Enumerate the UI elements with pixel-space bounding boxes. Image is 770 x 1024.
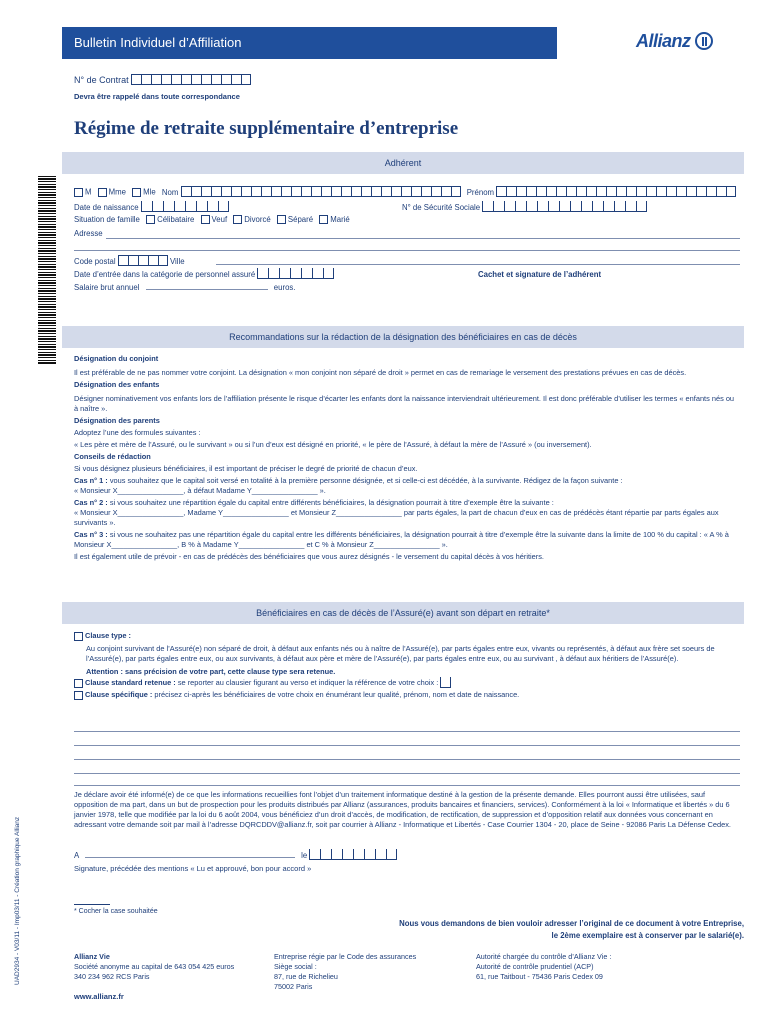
- footer-autorite: Autorité chargée du contrôle d’Allianz Vie :: [476, 952, 612, 961]
- reco-body: [74, 354, 740, 562]
- footnote-divider: [74, 904, 110, 905]
- reco-conjoint-heading: Désignation du conjoint: [74, 354, 159, 363]
- footer-acp-address: 61, rue Taitbout - 75436 Paris Cedex 09: [476, 972, 603, 981]
- date-entree-row: [74, 268, 334, 279]
- cachet-label: Cachet et signature de l’adhérent: [478, 270, 602, 279]
- naissance-row: [74, 201, 229, 212]
- prenom-label: Prénom: [466, 187, 495, 197]
- form-title-bar: [62, 27, 557, 59]
- salaire-input[interactable]: [146, 289, 268, 290]
- footer-acp: Autorité de contrôle prudentiel (ACP): [476, 962, 594, 971]
- contrat-label: N° de Contrat: [74, 75, 129, 85]
- allianz-logo: [636, 30, 713, 52]
- footnote: * Cocher la case souhaitée: [74, 908, 158, 915]
- celibataire-checkbox[interactable]: [146, 215, 155, 224]
- adherent-heading: Adhérent: [62, 152, 744, 174]
- situation-label: Situation de famille: [74, 215, 140, 224]
- cas-2: [74, 498, 740, 508]
- cas-3-label: Cas n° 3 :: [74, 530, 108, 539]
- clause-type-label: Clause type :: [85, 631, 132, 640]
- form-title: Bulletin Individuel d’Affiliation: [74, 35, 242, 50]
- mle-label: Mle: [143, 187, 156, 197]
- footer-rcs: 340 234 962 RCS Paris: [74, 972, 150, 981]
- beneficiary-line-4[interactable]: [74, 773, 740, 774]
- prenom-input[interactable]: [496, 186, 736, 197]
- adresse-line-2[interactable]: [74, 250, 740, 251]
- secu-input[interactable]: [482, 201, 647, 212]
- page-title: Régime de retraite supplémentaire d’entreprise: [74, 118, 459, 139]
- beneficiary-line-2[interactable]: [74, 745, 740, 746]
- reco-final-text: Il est également utile de prévoir - en cas de prédécès des bénéficiaires que vous aurez désignés - le versement du capital décès à vos héritiers.: [74, 552, 544, 561]
- footer-website-link[interactable]: www.allianz.fr: [74, 992, 124, 1001]
- footer-street: 87, rue de Richelieu: [274, 972, 338, 981]
- side-reference: UAD2934 - V03/11 - Imp03/11 - Création graphique Allianz: [14, 816, 21, 985]
- cas-3: [74, 530, 740, 550]
- m-label: M: [85, 187, 92, 197]
- clause-standard-checkbox[interactable]: [74, 679, 83, 688]
- beneficiary-line-5[interactable]: [74, 785, 740, 786]
- marie-label: Marié: [330, 215, 350, 224]
- date-entree-input[interactable]: [257, 268, 334, 279]
- reco-enfants-text: Désigner nominativement vos enfants lors de l’affiliation présente le risque d’écarter les enfants dont la naissance interviendrait ultérieurement. Il est donc préférable d’utiliser les termes « enfants nés ou à naître ».: [74, 394, 735, 413]
- celibataire-label: Célibataire: [157, 215, 195, 224]
- clause-standard-text: se reporter au clausier figurant au verso et indiquer la référence de votre choix :: [177, 678, 439, 687]
- veuf-label: Veuf: [211, 215, 228, 224]
- reco-parents-heading: Désignation des parents: [74, 416, 160, 425]
- clause-type-row: [74, 631, 740, 641]
- clause-type-text: Au conjoint survivant de l’Assuré(e) non séparé de droit, à défaut aux enfants nés ou à naître de l’Assuré(e), par parts égales entre eux, vivants ou représentés, à défaut aux frère set soeurs de l’Assuré(e), par parts égales entre eux, ou aux survivants, à défaut aux père et mère de l’Assuré(e), par parts égales entre eux, ou au survivant , à défaut aux héritiers de l’Assuré(e).: [86, 644, 715, 663]
- secu-label: N° de Sécurité Sociale: [402, 203, 481, 212]
- beneficiary-line-1[interactable]: [74, 731, 740, 732]
- clause-type-checkbox[interactable]: [74, 632, 83, 641]
- separe-label: Séparé: [287, 215, 314, 224]
- declaration-text: Je déclare avoir été informé(e) de ce que les informations recueillies font l’objet d’un traitement informatique destiné à la gestion de la présente demande. Elles pourront aussi être utilisées, sauf opposition de ma part, dans un but de prospection pour les produits distribués par Allianz (assurances, produits bancaires et financiers, services). Conformément à la loi « Informatique et libertés » du 6 janvier 1978, telle que modifiée par la loi du 6 août 2004, vous bénéficiez d’un droit d’accès, de modification, de rectification, de suppression et d’opposition relatif aux données vous concernant en adressant votre demande soit par mail à l’adresse DQRCDDV@allianz.fr, soit par courrier à Allianz - Informatique et Libertés - Case Courrier 1304 - 20, place de Seine - 92086 Paris La Défense Cedex.: [74, 790, 731, 829]
- lieu-input[interactable]: [85, 857, 295, 858]
- mme-label: Mme: [108, 187, 126, 197]
- secu-row: [402, 201, 647, 212]
- signature-mention: Signature, précédée des mentions « Lu et approuvé, bon pour accord »: [74, 864, 312, 873]
- cas-1: [74, 476, 740, 486]
- cas-2-label: Cas n° 2 :: [74, 498, 108, 507]
- cas-3-text: si vous ne souhaitez pas une répartition égale du capital entre les différents bénéficiaires, la désignation pourrait à titre d’exemple être la suivante dans la limite de 100 % du capital : « A % à Monsieur X________________, B % à Madame Y________________ et C % à Monsieur Z________________ ».: [74, 530, 729, 549]
- code-postal-input[interactable]: [118, 255, 168, 266]
- adresse-label: Adresse: [74, 229, 103, 238]
- footer-regime: Entreprise régie par le Code des assurances: [274, 952, 417, 961]
- clause-standard-row: [74, 677, 740, 688]
- logo-text: Allianz: [636, 30, 691, 51]
- allianz-mark-icon: [695, 32, 713, 50]
- clause-standard-label: Clause standard retenue :: [85, 678, 176, 687]
- cas-2-example: « Monsieur X________________, Madame Y________________ et Monsieur Z________________ par parts égales, la part de chacun d’eux en cas de prédécès étant répartie par parts égales aux survivants ».: [74, 508, 719, 527]
- mme-checkbox[interactable]: [98, 188, 107, 197]
- cp-row: [74, 255, 185, 266]
- euros-label: euros.: [273, 283, 296, 292]
- benef-body: [74, 631, 740, 700]
- clause-specifique-text: précisez ci-après les bénéficiaires de votre choix en énumérant leur qualité, prénom, nom et date de naissance.: [154, 690, 520, 699]
- contrat-row: [74, 74, 251, 85]
- reco-conseils-heading: Conseils de rédaction: [74, 452, 151, 461]
- reco-enfants-heading: Désignation des enfants: [74, 380, 160, 389]
- footer-controle: [476, 952, 611, 982]
- footer-siege-label: Siège social :: [274, 962, 317, 971]
- reco-parents-text-1: Adoptez l’une des formules suivantes :: [74, 428, 201, 437]
- mle-checkbox[interactable]: [132, 188, 141, 197]
- clause-attention: Attention : sans précision de votre part, cette clause type sera retenue.: [86, 667, 336, 676]
- reco-conjoint-text: Il est préférable de ne pas nommer votre conjoint. La désignation « mon conjoint non séparé de droit » permet en cas de remariage le versement des prestations prévues en cas de décès.: [74, 368, 687, 377]
- notice-line-1: Nous vous demandons de bien vouloir adresser l’original de ce document à votre Entreprise,: [399, 919, 744, 928]
- clause-reference-input[interactable]: [440, 677, 451, 688]
- separe-checkbox[interactable]: [277, 215, 286, 224]
- lieu-label: A: [74, 851, 79, 860]
- date-entree-label: Date d’entrée dans la catégorie de personnel assuré: [74, 270, 256, 279]
- ville-label: Ville: [169, 257, 185, 266]
- salaire-row: [74, 283, 295, 292]
- divorce-label: Divorcé: [244, 215, 271, 224]
- reco-parents-text-2: « Les père et mère de l’Assuré, ou le survivant » ou si l’un d’eux est désigné en priorité, « le père de l’Assuré, à défaut la mère de l’Assuré » (ou inversement).: [74, 440, 592, 449]
- identity-row: [74, 186, 744, 197]
- ville-line[interactable]: [216, 264, 740, 265]
- marie-checkbox[interactable]: [319, 215, 328, 224]
- date-signature-input[interactable]: [309, 849, 397, 860]
- clause-specifique-label: Clause spécifique :: [85, 690, 153, 699]
- situation-row: [74, 215, 350, 224]
- code-postal-label: Code postal: [74, 257, 116, 266]
- notice-line-2: le 2ème exemplaire est à conserver par le salarié(e).: [551, 931, 744, 940]
- signature-row: [74, 849, 397, 860]
- nom-label: Nom: [161, 187, 179, 197]
- footer-siege: [274, 952, 416, 992]
- cas-1-text: vous souhaitez que le capital soit versé en totalité à la première personne désignée, et si celle-ci est décédée, à la survivante. Rédigez de la façon suivante :: [109, 476, 623, 485]
- footer-company: [74, 952, 234, 982]
- m-checkbox[interactable]: [74, 188, 83, 197]
- benef-heading: Bénéficiaires en cas de décès de l’Assuré(e) avant son départ en retraite*: [62, 602, 744, 624]
- veuf-checkbox[interactable]: [201, 215, 210, 224]
- barcode: [38, 176, 56, 364]
- divorce-checkbox[interactable]: [233, 215, 242, 224]
- contrat-note: Devra être rappelé dans toute correspondance: [74, 92, 240, 101]
- footer-capital: Société anonyme au capital de 643 054 425 euros: [74, 962, 235, 971]
- date-naissance-label: Date de naissance: [74, 203, 139, 212]
- salaire-label: Salaire brut annuel: [74, 283, 140, 292]
- clause-specifique-checkbox[interactable]: [74, 691, 83, 700]
- reco-conseils-text: Si vous désignez plusieurs bénéficiaires, il est important de préciser le degré de priorité de chacun d’eux.: [74, 464, 418, 473]
- beneficiary-line-3[interactable]: [74, 759, 740, 760]
- clause-specifique-row: [74, 690, 740, 700]
- footer-company-name: Allianz Vie: [74, 952, 110, 961]
- cas-1-label: Cas n° 1 :: [74, 476, 108, 485]
- adresse-line-1[interactable]: [106, 238, 740, 239]
- date-signature-label: le: [301, 851, 308, 860]
- reco-heading: Recommandations sur la rédaction de la désignation des bénéficiaires en cas de décès: [62, 326, 744, 348]
- date-naissance-input[interactable]: [141, 201, 229, 212]
- cas-2-text: si vous souhaitez une répartition égale du capital entre différents bénéficiaires, la désignation pourrait à titre d’exemple être la suivante :: [109, 498, 554, 507]
- contrat-input[interactable]: [131, 74, 251, 85]
- cas-1-example: « Monsieur X________________, à défaut Madame Y________________ ».: [74, 486, 326, 495]
- footer-city: 75002 Paris: [274, 982, 313, 991]
- nom-input[interactable]: [181, 186, 461, 197]
